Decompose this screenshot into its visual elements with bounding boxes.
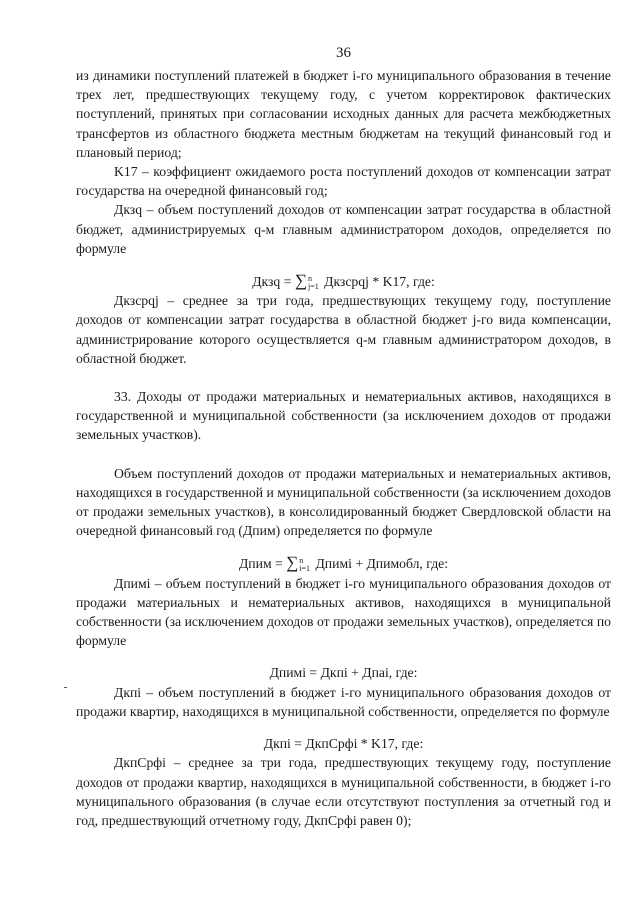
document-body <box>76 66 611 830</box>
sum-symbol: ∑ <box>294 271 307 291</box>
paragraph-dkpi-definition: Дкпi – объем поступлений в бюджет i-го муниципального образования доходов от продажи квартир, находящихся в муниципальной собственности, определяется по формуле <box>76 684 611 719</box>
paragraph-continuation: из динамики поступлений платежей в бюджет i-го муниципального образования в течение трех лет, предшествующих текущему году, с учетом корректировок фактических поступлений, принятых при согласовании исходных данных для расчета межбюджетных трансфертов из областного бюджета местным бюджетам на текущий финансовый год и плановый период; <box>76 68 611 160</box>
paragraph-dpimi-definition: Дпимi – объем поступлений в бюджет i-го муниципального образования доходов от продажи материальных и нематериальных активов, находящихся в муниципальной собственности (за исключением доходов от продажи земельных участков), определяется по формуле <box>76 575 611 649</box>
formula-lhs: Дпим = <box>238 556 287 572</box>
sum-lower-limit: i=1 <box>299 564 311 574</box>
formula-rhs: Дкзсрqj * K17, где: <box>320 274 435 290</box>
formula-dkzq <box>76 271 611 291</box>
page-number: 36 <box>336 45 351 61</box>
section-33-heading: 33. Доходы от продажи материальных и нематериальных активов, находящихся в государственной и муниципальной собственности (за исключением доходов от продажи земельных участков). <box>76 389 611 443</box>
sum-upper-limit: n <box>299 556 304 566</box>
paragraph-dkzq-definition: Дкзq – объем поступлений доходов от компенсации затрат государства в областной бюджет, администрируемых q-м главным администратором доходов, определяется по формуле <box>76 202 611 256</box>
margin-mark <box>64 687 67 688</box>
formula-dpim <box>76 553 611 573</box>
sum-limits <box>308 275 319 291</box>
sum-symbol: ∑ <box>286 553 299 573</box>
sum-limits <box>299 557 310 573</box>
formula-dpimi: Дпимi = Дкпi + Дпаi, где: <box>269 665 418 681</box>
formula-lhs: Дкзq = <box>252 274 295 290</box>
formula-rhs: Дпимi + Дпимобл, где: <box>312 556 449 572</box>
paragraph-dkzsrqj-definition: Дкзсрqj – среднее за три года, предшествующих текущему году, поступление доходов от компенсации затрат государства в областной бюджет j-го вида компенсации, администрирование которого осуществляется q-м главным администратором доходов, в областной бюджет. <box>76 293 611 366</box>
paragraph-dkpsrfi-definition: ДкпСрфi – среднее за три года, предшествующих текущему году, поступление доходов от продажи квартир, находящихся в муниципальной собственности, в бюджет i-го муниципального образования (в случае если отсутствуют поступления за отчетный год и год, предшествующий отчетному году, ДкпСрфi равен 0); <box>76 755 611 828</box>
paragraph-dpim-intro: Объем поступлений доходов от продажи материальных и нематериальных активов, находящихся в государственной и муниципальной собственности (за исключением доходов от продажи земельных участков), в консолидированный бюджет Свердловской области на очередной финансовый год (Дпим) определяется по формуле <box>76 465 611 539</box>
formula-dkpi: Дкпi = ДкпСрфi * K17, где: <box>263 736 424 752</box>
sum-upper-limit: n <box>307 273 312 283</box>
paragraph-k17-definition: K17 – коэффициент ожидаемого роста поступлений доходов от компенсации затрат государства на очередной финансовый год; <box>76 164 611 199</box>
sum-lower-limit: j=1 <box>307 281 319 291</box>
